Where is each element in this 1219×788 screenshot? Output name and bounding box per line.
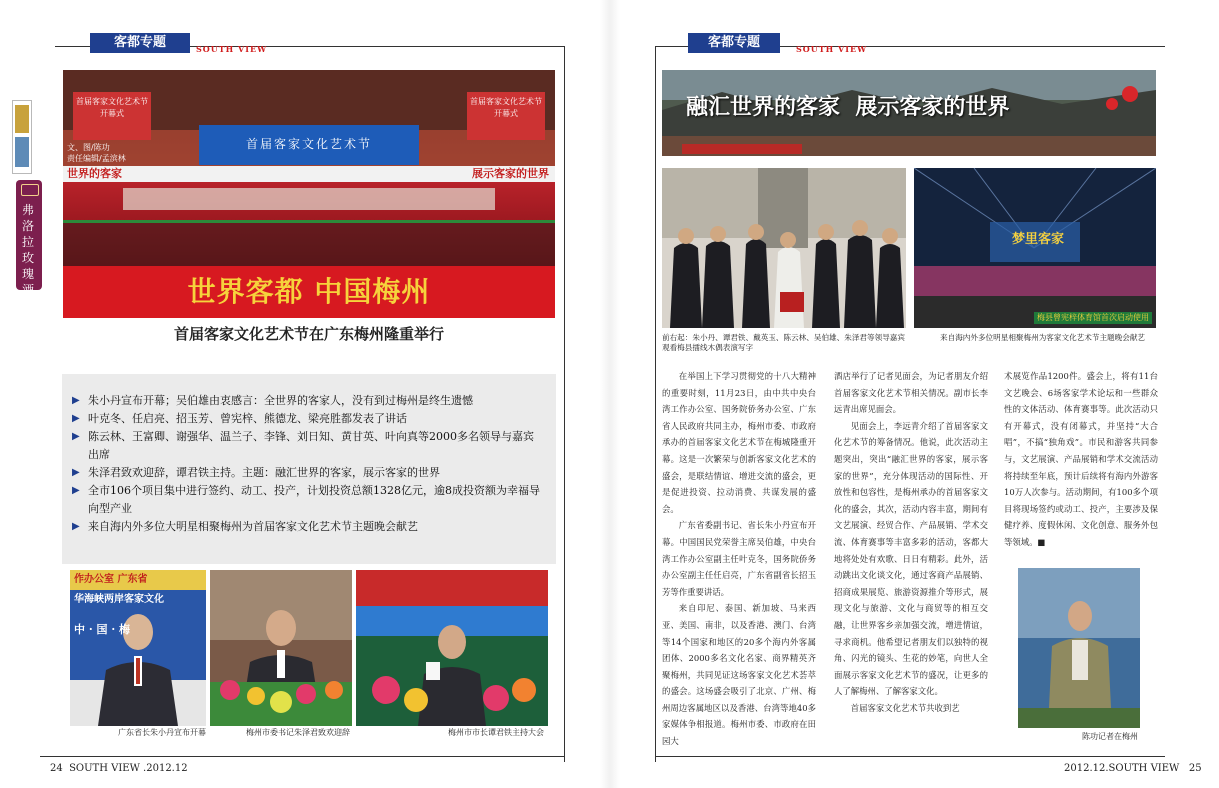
photo-leaders-watch-puppet [662, 168, 906, 328]
summary-item [72, 392, 542, 410]
hakka-village-banner-photo [662, 70, 1156, 156]
wine-logo-icon [21, 184, 39, 196]
bullet-triangle-icon: ▶ [72, 467, 80, 478]
caption-leaders-photo: 前右起：朱小丹、谭君铁、戴英玉、陈云林、吴伯雄、朱泽君等领导嘉宾观看梅县擂线木偶表演写字 [662, 333, 905, 352]
article-paragraph: 在举国上下学习贯彻党的十八大精神的重要时刻，11月23日，由中共中央台湾工作办公室、国务院侨务办公室、广东省人民政府共同主办，梅州市委、市政府承办的首届客家文化艺术节在梅城隆重开幕。这是一次繁荣与创新客家文化艺术的盛会，是联结情谊、增进交流的盛会，更是促进投资、拉动消费、共谋发展的盛会。 [662, 371, 816, 514]
photo1-banner-text-3: 中 · 国 · 梅 [74, 623, 130, 636]
caption-gala-photo: 来自海内外多位明星相聚梅州为客家文化艺术节主题晚会献艺 [940, 333, 1146, 342]
hero-center-sign: 首届客家文化艺术节 [245, 137, 372, 151]
right-folio: 2012.12.SOUTH VIEW 25 [1064, 763, 1202, 774]
page-gutter [600, 0, 620, 788]
photo-stage-gala [914, 168, 1156, 328]
summary-item [72, 464, 542, 482]
photo-reporter [1018, 568, 1140, 728]
photo-party-secretary-speech [210, 570, 352, 726]
article-paragraph: 首届客家文化艺术节共收到艺 [850, 702, 960, 713]
right-page-edge [655, 46, 656, 762]
article-subtitle: 首届客家文化艺术节在广东梅州隆重举行 [173, 325, 444, 343]
article-column-2 [834, 368, 988, 748]
left-section-tag: 客都专题 [90, 33, 190, 53]
photo-mayor-hosting [356, 570, 548, 726]
hero-banner-left: 世界的客家 [67, 167, 122, 180]
left-masthead: SOUTH VIEW [196, 44, 268, 54]
summary-item-text: 朱泽君致欢迎辞，谭君铁主持。主题：融汇世界的客家，展示客家的世界 [88, 466, 440, 479]
bullet-triangle-icon: ▶ [72, 395, 80, 406]
summary-item-text: 朱小丹宣布开幕；吴伯雄由衷感言：全世界的客家人，没有到过梅州是终生遗憾 [88, 394, 473, 407]
summary-item [72, 482, 542, 518]
hero-screen-right-text: 首届客家文化艺术节 开幕式 [470, 97, 542, 118]
summary-item-text: 陈云林、王富卿、谢强华、温兰子、李锋、刘日知、黄甘英、叶向真等2000多名领导与嘉宾出席 [88, 430, 534, 461]
summary-item [72, 410, 542, 428]
hero-title-text: 世界客都 中国梅州 [187, 275, 431, 308]
hero-banner-right: 展示客家的世界 [472, 167, 549, 180]
summary-item [72, 518, 542, 536]
bullet-triangle-icon: ▶ [72, 413, 80, 424]
bullet-triangle-icon: ▶ [72, 485, 80, 496]
left-footer-rule [40, 756, 565, 757]
article-paragraph: 来自印尼、泰国、新加坡、马来西亚、美国、南非，以及香港、澳门、台湾等14个国家和地区的20多个海内外客属团体、2000多名文化名家、商界精英齐聚梅州，共同见证这场客家文化艺术荟萃的盛会。这场盛会吸引了北京、广州、梅州周边客属地区以及香港、台湾等地40多家媒体争相报道。梅州市委、市政府在田园大 [662, 603, 816, 747]
side-advert-text: 弗洛拉玫瑰酒 [22, 203, 35, 297]
banner-photo-title: 融汇世界的客家 展示客家的世界 [686, 94, 1010, 120]
summary-list [72, 392, 542, 536]
article-column-1 [662, 368, 816, 748]
photo1-banner-text: 作办公室 广东省 [74, 574, 148, 585]
stage-banner-text: 梅县曾宪梓体育馆首次启动使用 [1034, 312, 1152, 324]
summary-item-text: 来自海内外多位大明星相聚梅州为首届客家文化艺术节主题晚会献艺 [88, 520, 418, 533]
photo1-banner-text-2: 华海峡两岸客家文化 [74, 594, 164, 605]
hero-screen-left-text: 首届客家文化艺术节 开幕式 [76, 97, 148, 118]
left-page-edge [564, 46, 565, 762]
caption-reporter: 陈功记者在梅州 [1082, 732, 1138, 741]
left-folio: 24 SOUTH VIEW .2012.12 [50, 763, 188, 774]
stage-screen-text: 梦里客家 [1011, 232, 1064, 247]
hero-ceremony-photo [63, 70, 555, 266]
summary-item [72, 428, 542, 464]
caption-photo2: 梅州市委书记朱泽君致欢迎辞 [246, 728, 350, 737]
photo-governor-speech [70, 570, 206, 726]
credit-line-1: 文、图/陈功 [67, 143, 110, 152]
bullet-triangle-icon: ▶ [72, 431, 80, 442]
summary-item-text: 全市106个项目集中进行签约、动工、投产，计划投资总额1328亿元，逾8成投资额为幸福导向型产业 [88, 484, 540, 515]
article-paragraph: 酒店举行了记者见面会，为记者朋友介绍首届客家文化艺术节相关情况。副市长李远青出席见面会。 [834, 371, 988, 415]
side-wine-advert [16, 180, 42, 297]
right-masthead: SOUTH VIEW [796, 44, 868, 54]
caption-photo1: 广东省长朱小丹宣布开幕 [118, 728, 206, 737]
credit-line-2: 责任编辑/孟滨林 [67, 154, 126, 163]
article-paragraph: 见面会上，李远青介绍了首届客家文化艺术节的筹备情况。他说，此次活动主题突出，突出“融汇世界的客家，展示客家的世界”，充分体现活动的国际性、开放性和包容性，是梅州承办的首届客家文化的盛会，其次，活动内容丰富，期间有文艺展演、经贸合作、产品展销、学术交流、体育赛事等丰富多彩的活动，客都大地将处处有欢歌、日日有精彩。此外，活动跳出文化谈文化，通过客商产品展销、招商成果展览、旅游资源推介等形式，展现文化与旅游、文化与商贸等的相互交融，让世界客乡亲加强交流，增进情谊，寻求商机。他希望记者朋友们以独特的视角、闪光的镜头、生花的妙笔，向世人全面展示客家文化艺术节的盛况，让更多的人了解梅州、了解客家文化。 [834, 420, 988, 697]
article-paragraph: 广东省委副书记、省长朱小丹宣布开幕。中国国民党荣誉主席吴伯雄，中央台湾工作办公室副主任叶克冬，国务院侨务办公室副主任任启亮，广东省副省长招玉芳等作重要讲话。 [662, 520, 816, 597]
article-paragraph: 术展览作品1200件。盛会上，将有11台文艺晚会、6场客家学术论坛和一些群众性的文体活动、体育赛事等。此次活动只有开幕式，没有闭幕式，并坚持“大合唱”，不搞“独角戏”。市民和游客共同参与，文艺展演、产品展销和学术交流活动将持续至年底，预计后续将有海内外游客10万人次参与。活动期间，有100多个项目将现场签约或动工、投产，主要涉及保健疗养、度假休闲、文化创意、服务外包等领域。■ [1004, 371, 1158, 547]
side-magazine-tab [12, 100, 32, 174]
summary-box [62, 374, 556, 564]
summary-item-text: 叶克冬、任启亮、招玉芳、曾宪梓、熊德龙、梁亮胜都发表了讲话 [88, 412, 407, 425]
article-column-3 [1004, 368, 1158, 568]
right-footer-rule [655, 756, 1165, 757]
caption-photo3: 梅州市市长谭君铁主持大会 [448, 728, 544, 737]
right-section-tag: 客都专题 [688, 33, 780, 53]
bullet-triangle-icon: ▶ [72, 521, 80, 532]
